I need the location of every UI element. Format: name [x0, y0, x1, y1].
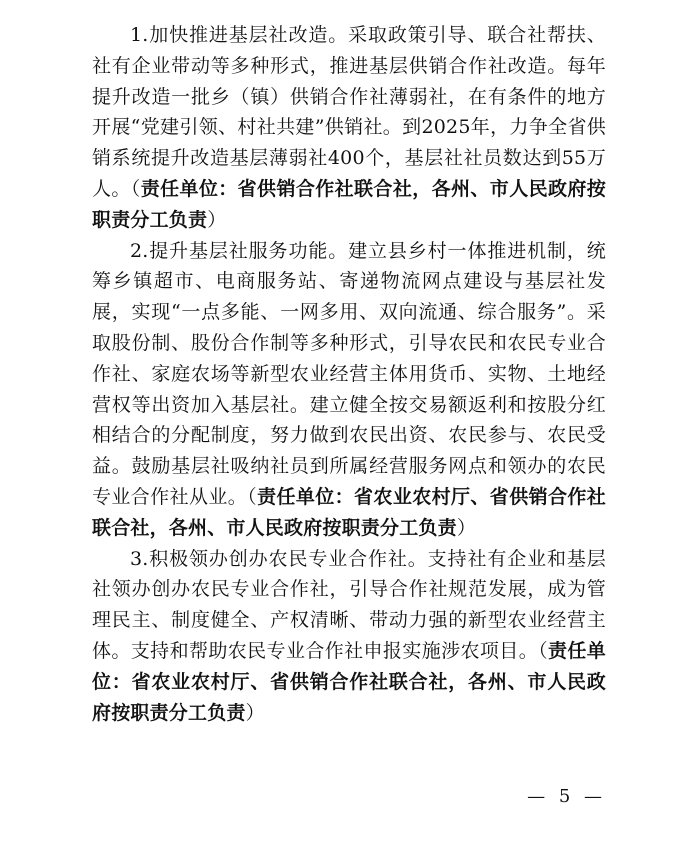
paragraph-2-text: 2.提升基层社服务功能。建立县乡村一体推进机制，统筹乡镇超市、电商服务站、寄递物流网点建设与基层社发展，实现“一点多能、一网多用、双向流通、综合服务”。采取股份制、股份合作制等多种形式，引导农民和农民专业合作社、家庭农场等新型农业经营主体用货币、实物、土地经营权等出资加入基层社。建立健全按交易额返利和按股分红相结合的分配制度，努力做到农民出资、农民参与、农民受益。鼓励基层社吸纳社员到所属经营服务网点和领办的农民专业合作社从业。（ [92, 239, 606, 508]
paragraph-3 [92, 544, 606, 729]
paragraph-1-responsibility: 责任单位：省供销合作社联合社，各州、市人民政府按职责分工负责 [92, 177, 606, 231]
paragraph-2-close-paren: ） [456, 516, 477, 539]
paragraph-3-close-paren: ） [245, 701, 265, 724]
page-number: — 5 — [527, 786, 606, 807]
paragraph-1-close-paren: ） [207, 208, 227, 231]
document-body [92, 20, 606, 728]
paragraph-2-responsibility: 责任单位：省农业农村厅、省供销合作社联合社，各州、市人民政府按职责分工负责 [92, 485, 606, 539]
paragraph-3-text: 3.积极领办创办农民专业合作社。支持社有企业和基层社领办创办农民专业合作社，引导合作社规范发展，成为管理民主、制度健全、产权清晰、带动力强的新型农业经营主体。支持和帮助农民专业合作社申报实施涉农项目。（ [92, 547, 606, 662]
paragraph-2 [92, 236, 606, 544]
paragraph-1-text: 1.加快推进基层社改造。采取政策引导、联合社帮扶、社有企业带动等多种形式，推进基层供销合作社改造。每年提升改造一批乡（镇）供销合作社薄弱社，在有条件的地方开展“党建引领、村社共建”供销社。到2025年，力争全省供销系统提升改造基层薄弱社400个，基层社社员数达到55万人。（ [92, 24, 606, 200]
paragraph-1 [92, 20, 606, 236]
paragraph-3-responsibility: 责任单位：省农业农村厅、省供销合作社联合社，各州、市人民政府按职责分工负责 [92, 639, 606, 724]
